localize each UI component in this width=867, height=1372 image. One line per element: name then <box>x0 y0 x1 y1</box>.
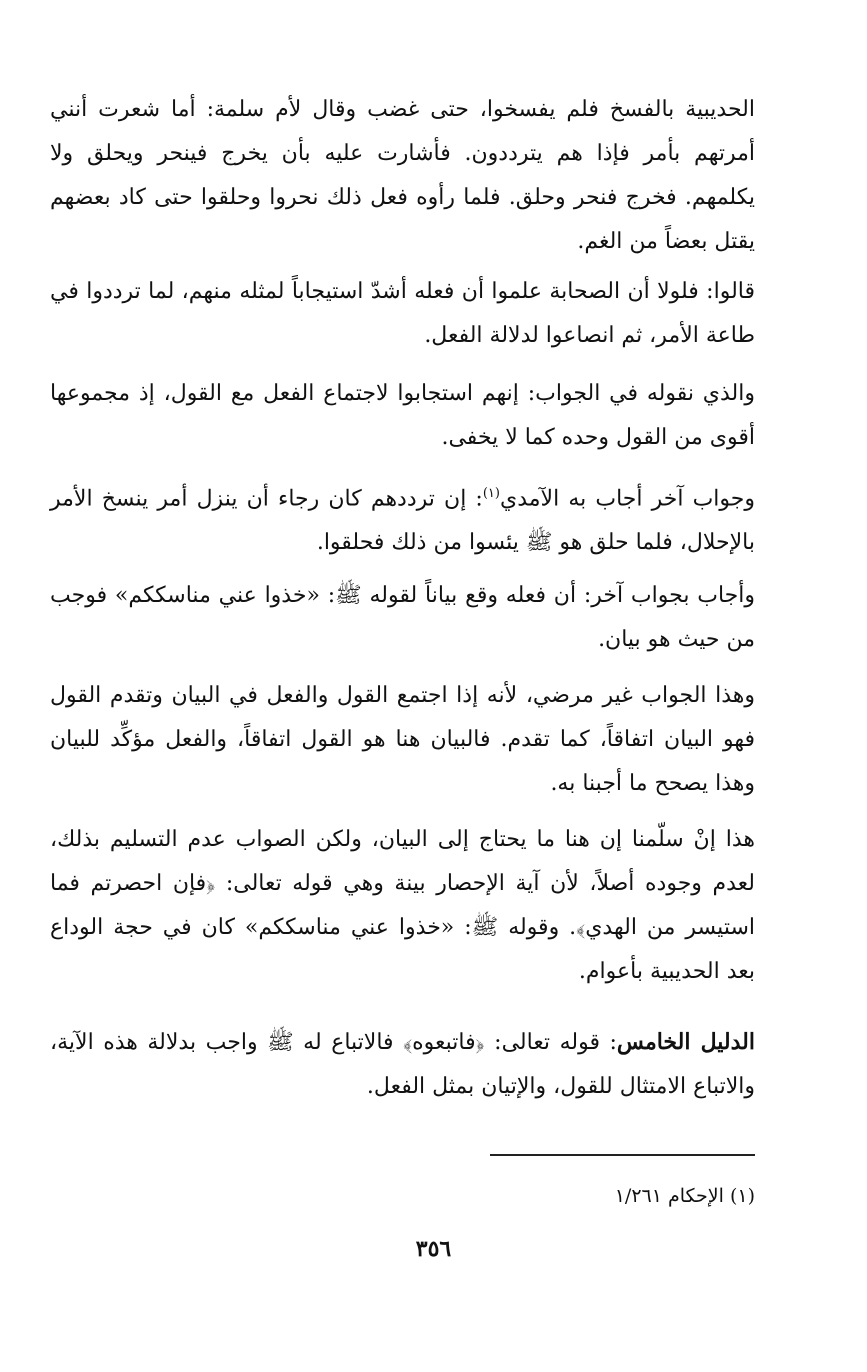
footnote-divider <box>490 1154 755 1156</box>
footnote-reference[interactable]: (١) <box>482 486 500 501</box>
paragraph-2: قالوا: فلولا أن الصحابة علموا أن فعله أشدّ استيجاباً لمثله منهم، لما ترددوا في طاعة الأمر، ثم انصاعوا لدلالة الفعل. <box>50 279 755 348</box>
paragraph-6: وهذا الجواب غير مرضي، لأنه إذا اجتمع القول والفعل في البيان وتقدم القول فهو البيان اتفاقاً، كما تقدم. فالبيان هنا هو القول اتفاقاً، والفعل مؤكِّد للبيان وهذا يصحح ما أجبنا به. <box>50 683 755 796</box>
section-heading: الدليل الخامس <box>616 1029 755 1055</box>
footnote: (١) الإحكام ١/٢٦١ <box>614 1185 755 1207</box>
paragraph-3: والذي نقوله في الجواب: إنهم استجابوا لاجتماع الفعل مع القول، إذ مجموعها أقوى من القول وحده كما لا يخفى. <box>50 381 755 450</box>
paragraph-1: الحديبية بالفسخ فلم يفسخوا، حتى غضب وقال لأم سلمة: أما شعرت أنني أمرتهم بأمر فإذا هم يترددون. فأشارت عليه بأن يخرج فينحر ويحلق ولا يكلمهم. فخرج فنحر وحلق. فلما رأوه فعل ذلك نحروا وحلقوا حتى كاد بعضهم يقتل بعضاً من الغم. <box>50 97 755 254</box>
paragraph-5: وأجاب بجواب آخر: أن فعله وقع بياناً لقوله ﷺ: «خذوا عني مناسككم» فوجب من حيث هو بيان. <box>50 583 755 652</box>
paragraph-8-text: : قوله تعالى: ﴿فاتبعوه﴾ فالاتباع له ﷺ واجب بدلالة هذه الآية، والاتباع الامتثال للقول، والإتيان بمثل الفعل. <box>50 1030 755 1099</box>
paragraph-4-text-before: وجواب آخر أجاب به الآمدي <box>499 486 755 512</box>
paragraph-4-text-after: : إن ترددهم كان رجاء أن ينزل أمر ينسخ الأمر بالإحلال، فلما حلق هو ﷺ يئسوا من ذلك فحلقوا. <box>50 486 755 556</box>
paragraph-4 <box>50 472 755 565</box>
paragraph-8 <box>50 1020 755 1109</box>
paragraph-7: هذا إنْ سلّمنا إن هنا ما يحتاج إلى البيان، ولكن الصواب عدم التسليم بذلك، لعدم وجوده أصلاً، لأن آية الإحصار بينة وهي قوله تعالى: ﴿فإن احصرتم فما استيسر من الهدي﴾. وقوله ﷺ: «خذوا عني مناسككم» كان في حجة الوداع بعد الحديبية بأعوام. <box>50 827 755 984</box>
page-number: ٣٥٦ <box>415 1236 452 1262</box>
